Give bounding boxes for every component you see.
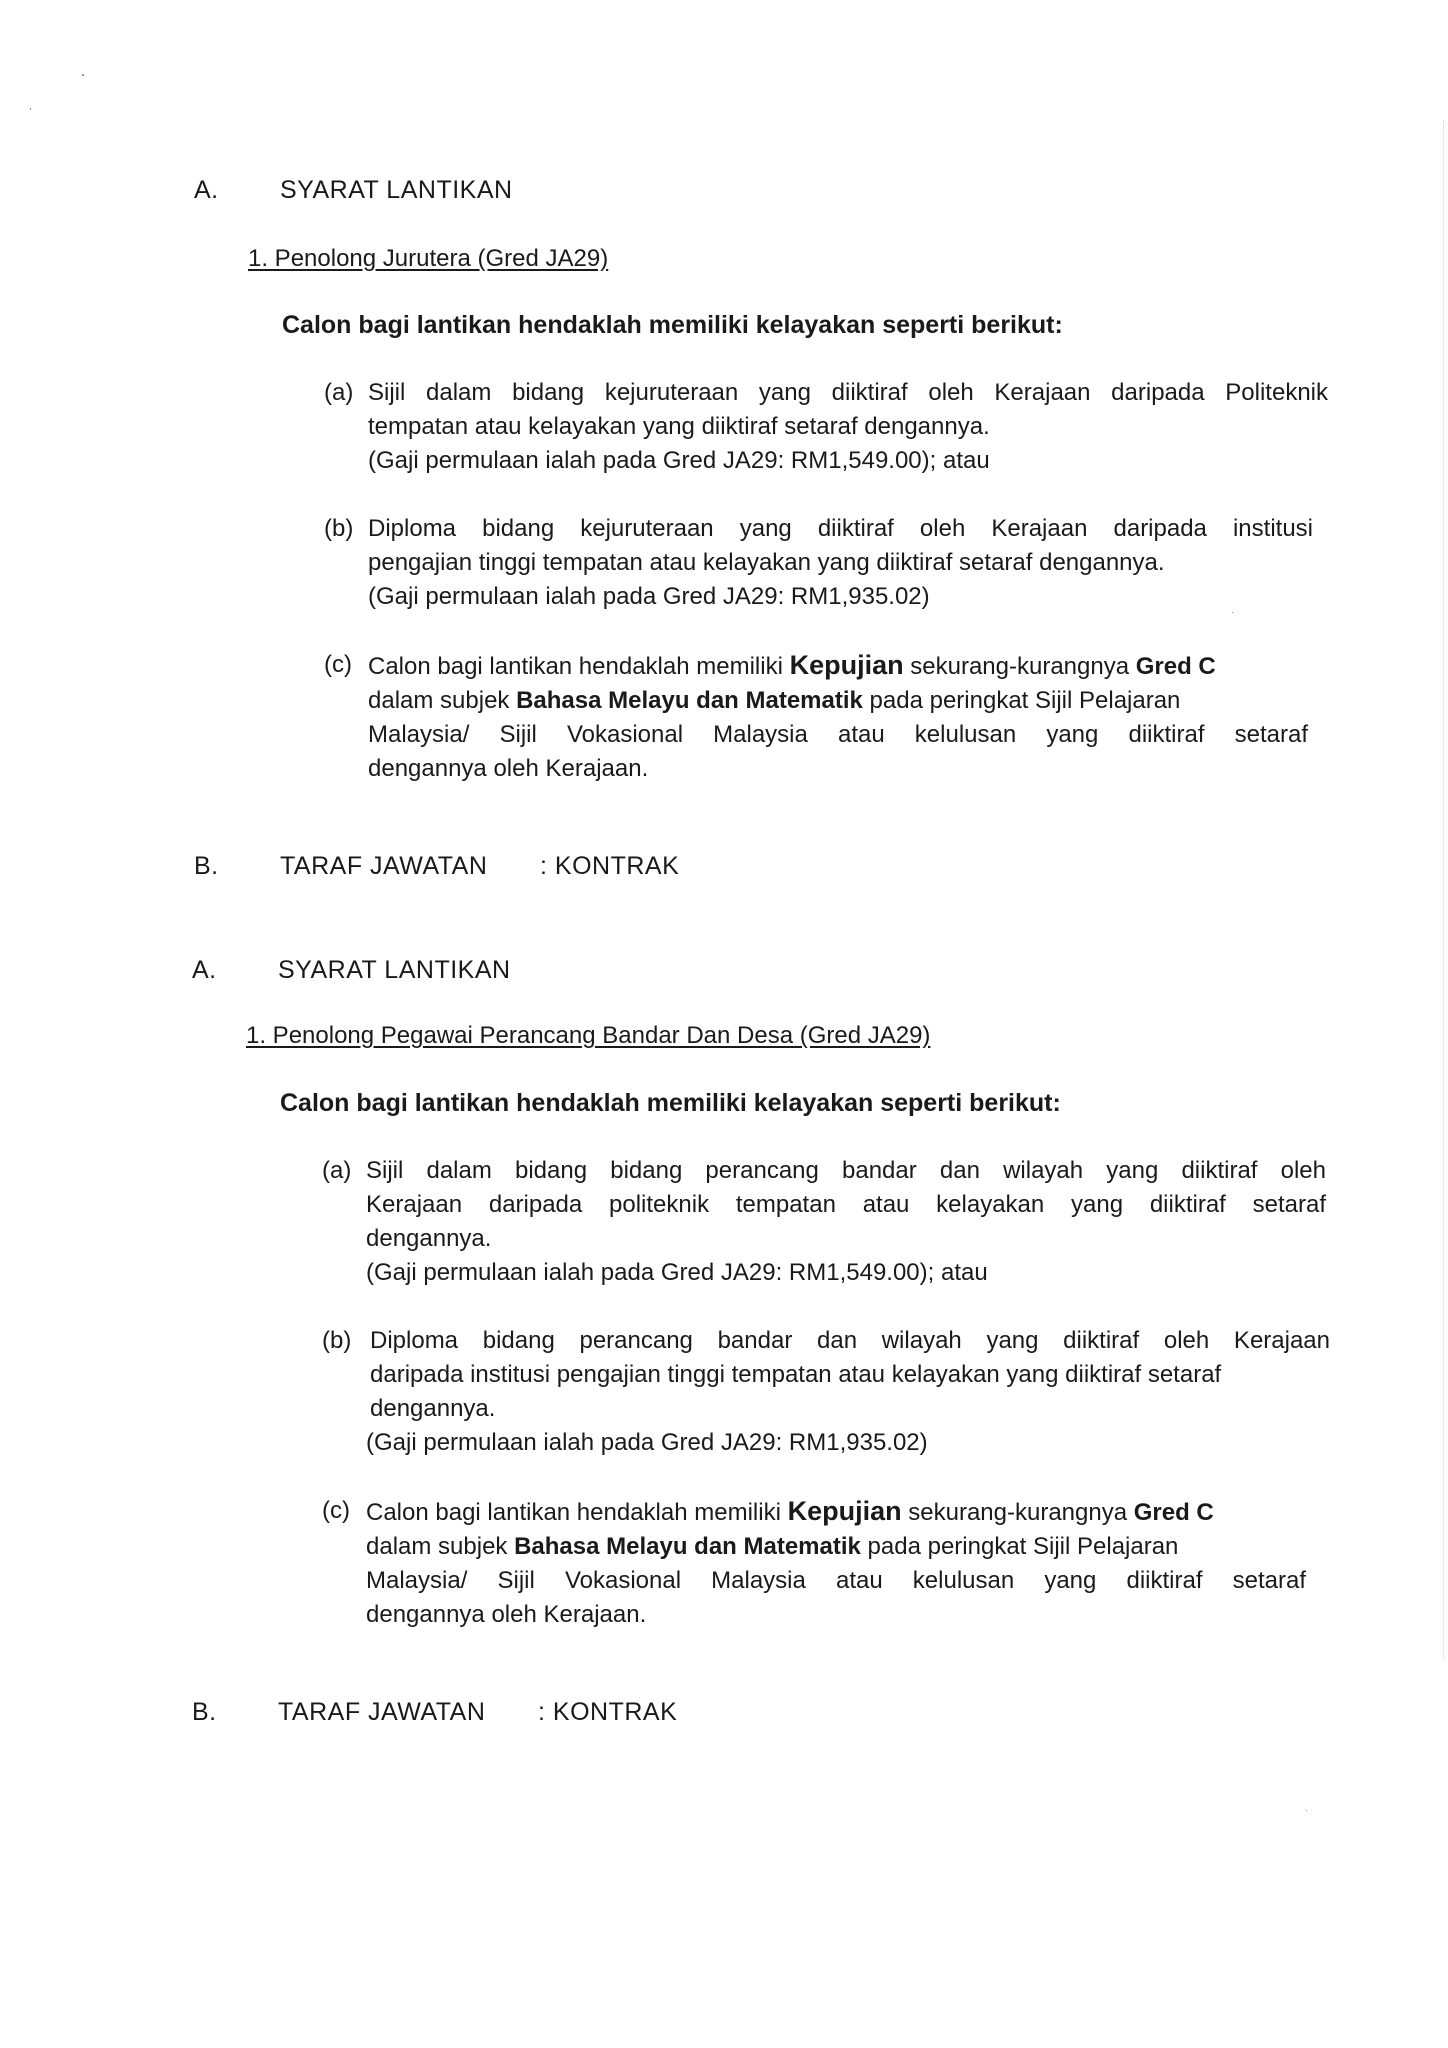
post-title: 1. Penolong Jurutera (Gred JA29) (248, 245, 609, 272)
item-line (366, 1494, 1306, 1530)
salary-note: (Gaji permulaan ialah pada Gred JA29: RM1,549.00); atau (368, 447, 990, 474)
item-line: Sijil dalam bidang kejuruteraan yang diiktiraf oleh Kerajaan daripada Politeknik (368, 379, 1328, 406)
text-run: sekurang-kurangnya (903, 653, 1136, 680)
scan-speck (30, 108, 31, 110)
text-run: sekurang-kurangnya (901, 1499, 1134, 1526)
text-run: pada peringkat Sijil Pelajaran (860, 1533, 1179, 1560)
qualification-intro: Calon bagi lantikan hendaklah memiliki kelayakan seperti berikut: (282, 311, 1063, 339)
status-value: : KONTRAK (540, 852, 680, 880)
section-letter: A. (194, 176, 219, 204)
scan-speck (82, 74, 84, 76)
salary-note: (Gaji permulaan ialah pada Gred JA29: RM1,935.02) (368, 583, 930, 610)
item-line: pengajian tinggi tempatan atau kelayakan yang diiktiraf setaraf dengannya. (368, 549, 1165, 576)
item-body (366, 1324, 1330, 1460)
item-line: dengannya oleh Kerajaan. (366, 1601, 647, 1628)
section-heading (192, 956, 792, 988)
section-title: SYARAT LANTIKAN (280, 176, 513, 204)
item-line (368, 684, 1308, 718)
item-line: Malaysia/ Sijil Vokasional Malaysia atau kelulusan yang diiktiraf setaraf (366, 1567, 1306, 1594)
qualification-intro: Calon bagi lantikan hendaklah memiliki kelayakan seperti berikut: (280, 1089, 1061, 1117)
grade-emphasis: Gred C (1133, 1499, 1214, 1526)
item-line (368, 648, 1308, 684)
subjects-emphasis: Bahasa Melayu dan Matematik (514, 1533, 861, 1560)
item-line: Malaysia/ Sijil Vokasional Malaysia atau kelulusan yang diiktiraf setaraf (368, 721, 1308, 748)
item-line: dengannya. (370, 1395, 496, 1422)
salary-note: (Gaji permulaan ialah pada Gred JA29: RM1,935.02) (366, 1429, 928, 1456)
salary-note: (Gaji permulaan ialah pada Gred JA29: RM1,549.00); atau (366, 1259, 988, 1286)
section-letter: A. (192, 956, 217, 984)
item-line: daripada institusi pengajian tinggi tempatan atau kelayakan yang diiktiraf setaraf (370, 1361, 1222, 1388)
status-label: TARAF JAWATAN (278, 1698, 486, 1726)
post-status (192, 1698, 892, 1730)
status-letter: B. (192, 1698, 217, 1726)
status-value: : KONTRAK (538, 1698, 678, 1726)
text-run: Calon bagi lantikan hendaklah memiliki (366, 1499, 788, 1526)
item-line: Sijil dalam bidang bidang perancang bandar dan wilayah yang diiktiraf oleh (366, 1157, 1326, 1184)
item-marker: (b) (324, 515, 354, 542)
item-marker: (a) (322, 1157, 352, 1184)
scan-speck (1306, 1810, 1307, 1811)
item-body (366, 1494, 1306, 1632)
text-run: dalam subjek (368, 687, 517, 714)
item-body (368, 376, 1328, 478)
item-line: Diploma bidang perancang bandar dan wilayah yang diiktiraf oleh Kerajaan (370, 1327, 1330, 1354)
subjects-emphasis: Bahasa Melayu dan Matematik (516, 687, 863, 714)
item-marker: (a) (324, 379, 354, 406)
grade-emphasis: Gred C (1135, 653, 1216, 680)
text-run: pada peringkat Sijil Pelajaran (862, 687, 1181, 714)
post-status (194, 852, 894, 884)
item-marker: (c) (324, 651, 352, 678)
text-run: dalam subjek (366, 1533, 515, 1560)
item-line: dengannya oleh Kerajaan. (368, 755, 649, 782)
post-title: 1. Penolong Pegawai Perancang Bandar Dan Desa (Gred JA29) (246, 1022, 931, 1049)
item-line (366, 1530, 1306, 1564)
kepujian-emphasis: Kepujian (789, 650, 904, 680)
item-line: Diploma bidang kejuruteraan yang diiktiraf oleh Kerajaan daripada institusi (368, 515, 1313, 542)
item-body (368, 648, 1308, 786)
item-marker: (c) (322, 1497, 350, 1524)
item-line: tempatan atau kelayakan yang diiktiraf setaraf dengannya. (368, 413, 990, 440)
section-title: SYARAT LANTIKAN (278, 956, 511, 984)
status-letter: B. (194, 852, 219, 880)
item-line: Kerajaan daripada politeknik tempatan atau kelayakan yang diiktiraf setaraf (366, 1191, 1326, 1218)
section-heading (194, 176, 794, 208)
item-marker: (b) (322, 1327, 352, 1354)
scan-edge (1442, 120, 1444, 1660)
item-body (366, 1154, 1326, 1290)
item-body (368, 512, 1313, 614)
status-label: TARAF JAWATAN (280, 852, 488, 880)
text-run: Calon bagi lantikan hendaklah memiliki (368, 653, 790, 680)
kepujian-emphasis: Kepujian (787, 1496, 902, 1526)
item-line: dengannya. (366, 1225, 492, 1252)
